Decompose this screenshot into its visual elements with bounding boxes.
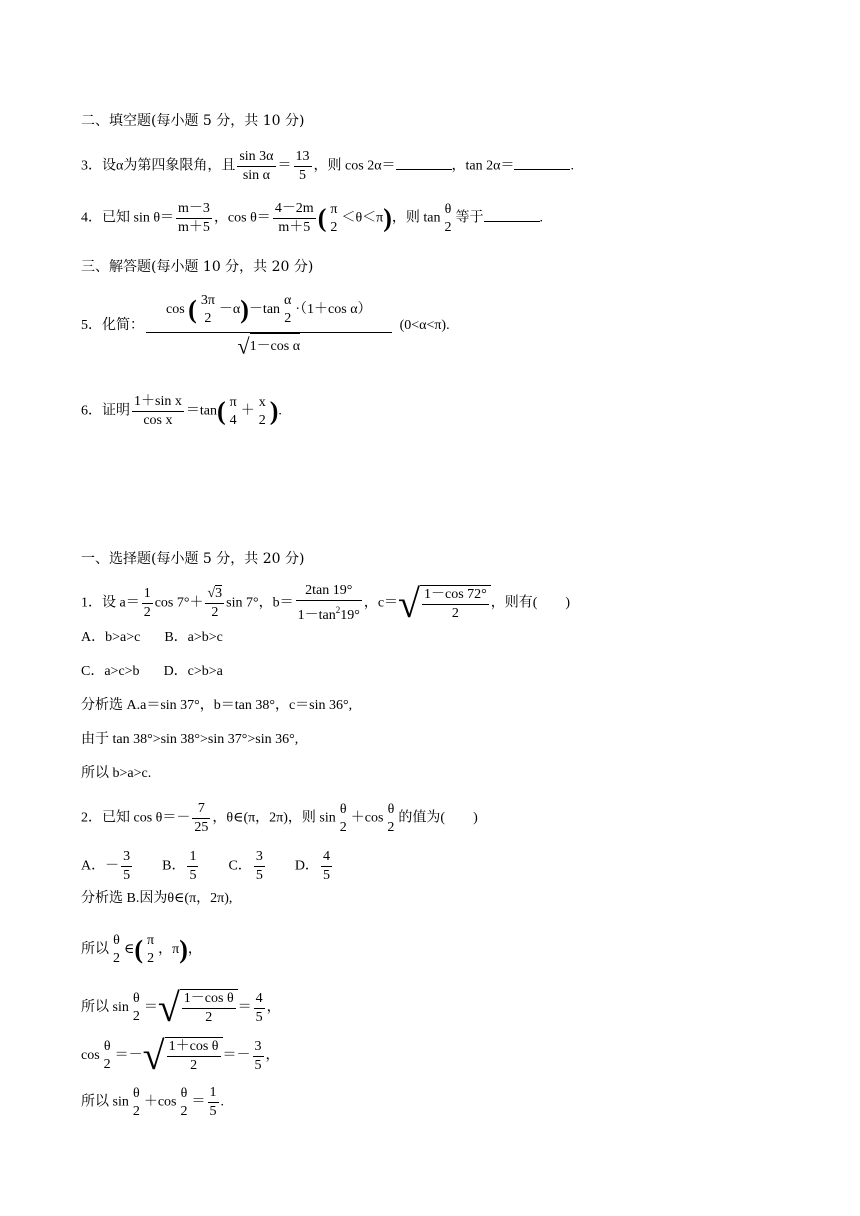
q2-option-c-frac (254, 848, 265, 885)
q6-fraction (132, 393, 184, 430)
q2-a2-pi-two: 2 (147, 951, 155, 966)
q1-analysis-1: 分析选 A.a＝sin 37°，b＝tan 38°，c＝sin 36°, (81, 698, 353, 713)
q1-b-sup: 2 (335, 605, 341, 615)
q1-c-num: 1－cos 72° (424, 586, 487, 602)
q2-a5-eq: ＝ (191, 1094, 206, 1110)
q4-two2: 2 (444, 219, 452, 235)
q4-tan-text: ，则 tan (391, 210, 441, 226)
q2-a5-plus: ＋cos (143, 1094, 177, 1110)
q2-a3-radicand (180, 989, 238, 1027)
q4-two: 2 (330, 219, 338, 235)
q2-a5-end: . (220, 1094, 225, 1110)
q2-option-b-frac (187, 848, 198, 885)
q2-analysis-4 (81, 1033, 280, 1078)
question-6 (81, 393, 282, 430)
q2-a2-end: ， (187, 942, 202, 958)
q2-option-d-frac (321, 848, 332, 885)
answer-section-header: 三、解答题(每小题 10 分，共 20 分) (81, 259, 314, 275)
q6-prefix: 6．证明 (81, 403, 130, 419)
q2-a5-two-2: 2 (180, 1103, 188, 1119)
q4-f2-den: m＋5 (273, 218, 316, 237)
q2-analysis-5 (81, 1084, 224, 1121)
q2-a3-two: 2 (132, 1009, 140, 1024)
q2-option-d-label: D． (294, 858, 319, 874)
q1-half-num: 1 (143, 586, 151, 601)
q2-end: 的值为( ) (398, 810, 478, 826)
q4-f1-den: m＋5 (178, 220, 210, 235)
q1-option-d: D．c>b>a (163, 664, 223, 679)
q2-a5-den: 5 (209, 1104, 217, 1119)
q5-cos: cos (166, 302, 185, 318)
q3-tan-text: ，tan 2α＝ (451, 158, 515, 174)
q1-b-den-a: 1－tan (297, 608, 336, 623)
q5-lp: ( (188, 295, 197, 324)
q5-rp: ) (240, 295, 249, 324)
q2-a3-rad-num: 1－cos θ (183, 991, 234, 1006)
q3-f1-num: sin 3α (239, 149, 274, 164)
q2-a4-prefix: cos (81, 1048, 100, 1064)
q2-b-den: 5 (189, 868, 197, 883)
q3-answer-blank-1 (396, 155, 452, 170)
choice-section-header: 一、选择题(每小题 5 分，共 20 分) (81, 551, 305, 567)
q5-numerator (146, 292, 392, 332)
q3-f2-num: 13 (295, 149, 310, 164)
q2-a4-theta: θ (103, 1039, 111, 1054)
sqrt-sign-icon: √ (237, 333, 250, 359)
question-4 (81, 200, 543, 237)
q1-cos7: cos 7°＋ (154, 595, 204, 611)
q2-a2-theta-half (111, 932, 122, 968)
q5-sqrt (237, 333, 300, 360)
q2-d-num: 4 (322, 849, 330, 864)
q5-condition: (0<α<π). (399, 318, 450, 333)
question-1 (81, 582, 570, 625)
q2-a-den: 5 (123, 868, 131, 883)
q5-alpha-half (282, 292, 293, 328)
q1-options-row-1 (81, 628, 223, 648)
q1-option-b: B．a>b>c (164, 630, 223, 645)
q2-a4-theta-half (102, 1038, 113, 1074)
q2-b-num: 1 (189, 849, 197, 864)
q3-fraction-sin (237, 148, 275, 185)
q2-a4-end: ， (265, 1048, 280, 1064)
q2-a3-theta-half (131, 990, 142, 1026)
q2-theta-half-1 (338, 801, 349, 837)
q1-prefix: 1．设 a＝ (81, 595, 140, 611)
q2-a2-prefix: 所以 (81, 942, 109, 958)
q2-theta-2: θ (387, 801, 395, 817)
q2-two-2: 2 (387, 819, 395, 835)
q6-pi-quarter (228, 394, 239, 430)
q2-a3-prefix: 所以 sin (81, 1000, 129, 1016)
q4-end: . (539, 210, 544, 226)
q2-num: 7 (197, 801, 205, 816)
question-3 (81, 148, 574, 185)
q2-a2-pi-half (145, 932, 156, 968)
q2-analysis-2 (81, 932, 202, 968)
q5-3pi-half (199, 292, 217, 328)
q4-right-paren: ) (383, 203, 392, 233)
q1-c-text: ，c＝ (363, 595, 399, 611)
q4-equals-text: 等于 (455, 210, 484, 226)
q4-theta: θ (444, 201, 452, 217)
q2-analysis-3 (81, 985, 281, 1030)
q4-pi: π (330, 201, 338, 217)
q1-option-c: C．a>c>b (81, 664, 140, 679)
q2-a2-two: 2 (113, 951, 120, 966)
q3-cos-text: ，则 cos 2α＝ (313, 158, 396, 174)
q1-half-den: 2 (143, 605, 151, 620)
q6-pi: π (229, 394, 237, 410)
q2-a4-den: 5 (254, 1057, 262, 1073)
q2-a5-prefix: 所以 sin (81, 1094, 129, 1110)
q5-two: 2 (204, 311, 212, 326)
q4-pi-half (328, 201, 339, 237)
q2-a2-rp: ) (179, 935, 188, 964)
q5-big-fraction (146, 292, 392, 360)
q2-a5-theta-1: θ (132, 1085, 140, 1101)
q4-fraction-cos (273, 200, 316, 237)
q2-a4-sqrt (142, 1033, 223, 1078)
q4-prefix: 4．已知 sin θ＝ (81, 210, 175, 226)
q5-tail: ·（1＋cos α） (295, 302, 372, 318)
q5-denominator (146, 332, 392, 360)
q2-a2-lp: ( (134, 935, 144, 964)
q5-alpha: α (284, 293, 292, 308)
q2-option-a-frac (121, 848, 132, 885)
q2-theta-1: θ (339, 801, 347, 817)
q2-a4-rad-den: 2 (167, 1056, 221, 1075)
q2-option-a-label: A．－ (81, 858, 120, 874)
q6-end: . (278, 403, 282, 419)
q2-a3-num: 4 (255, 990, 263, 1006)
q2-prefix: 2．已知 cos θ＝－ (81, 810, 191, 826)
q3-f1-den: sin α (237, 166, 275, 185)
q2-option-b-label: B． (162, 858, 186, 874)
q6-den: cos x (132, 411, 184, 430)
fill-blank-section-header: 二、填空题(每小题 5 分，共 10 分) (81, 113, 305, 129)
q1-b-fraction (296, 582, 362, 625)
q2-a2-in: ∈ (124, 942, 135, 958)
sqrt-sign-icon: √ (398, 580, 420, 626)
q2-a2-theta: θ (113, 933, 120, 948)
q2-a3-theta: θ (132, 991, 140, 1006)
q2-c-num: 3 (255, 849, 263, 864)
q6-rp: ) (269, 396, 279, 426)
q2-a4-radicand (165, 1037, 223, 1075)
q2-c-den: 5 (255, 868, 263, 883)
q2-plus-cos: ＋cos (350, 810, 384, 826)
q1-b-den (296, 600, 362, 625)
q2-a3-den: 5 (255, 1009, 263, 1025)
q2-a3-eq2: ＝ (237, 1000, 252, 1016)
q4-range: ＜θ＜π (341, 210, 384, 226)
q3-f2-den: 5 (294, 166, 312, 185)
q4-f2-num: 4－2m (274, 201, 314, 216)
q1-c-sqrt (398, 580, 491, 626)
q1-sqrt3 (205, 585, 224, 603)
q2-a4-rad-num: 1＋cos θ (168, 1039, 219, 1054)
q2-a3-rad-den: 2 (182, 1008, 236, 1027)
q2-d-den: 5 (322, 868, 330, 883)
q1-end: ，则有( ) (490, 595, 571, 611)
q1-analysis-3: 所以 b>a>c. (81, 766, 152, 781)
q5-radicand: 1－cos α (250, 333, 301, 360)
q2-a5-num: 1 (209, 1085, 217, 1100)
q6-x: x (258, 394, 266, 410)
q2-a4-rad-frac (167, 1038, 221, 1075)
q2-theta-half-2 (385, 801, 396, 837)
q1-sqrt3-num: 3 (215, 586, 223, 601)
q1-sqrt3-half (205, 585, 224, 622)
q4-answer-blank (484, 207, 540, 222)
q2-fraction (192, 800, 210, 837)
q5-tan: －tan (248, 302, 281, 318)
q6-lp: ( (216, 396, 226, 426)
q2-a4-eq2: ＝－ (222, 1048, 251, 1064)
sqrt-sign-icon: √ (207, 586, 216, 601)
question-2 (81, 800, 478, 837)
q5-minus-alpha: －α (218, 302, 241, 318)
q4-left-paren: ( (317, 203, 327, 233)
q1-b-num: 2tan 19° (305, 583, 353, 598)
q6-plus: ＋ (240, 403, 255, 419)
q2-analysis-1: 分析选 B.因为θ∈(π，2π), (81, 891, 233, 906)
q4-cos-text: ，cos θ＝ (213, 210, 271, 226)
q2-a5-result (208, 1084, 219, 1121)
q2-mid: ，θ∈(π，2π)，则 sin (212, 810, 336, 826)
q1-c-den: 2 (422, 604, 489, 623)
q2-a5-theta-half-1 (131, 1085, 142, 1121)
q2-a4-num: 3 (254, 1038, 262, 1054)
q2-a4-two: 2 (103, 1057, 111, 1072)
q5-two2: 2 (284, 311, 292, 326)
q2-a3-sqrt (157, 985, 238, 1030)
q2-a4-result (253, 1038, 264, 1075)
q2-a5-theta-2: θ (180, 1085, 188, 1101)
q6-num: 1＋sin x (134, 394, 182, 409)
q3-end: . (570, 158, 574, 174)
q3-fraction-value (294, 148, 312, 185)
q1-c-radicand (420, 585, 491, 623)
question-5 (81, 292, 450, 360)
q2-a4-eq: ＝－ (114, 1048, 143, 1064)
q2-a2-pi: π (147, 933, 155, 948)
q3-answer-blank-2 (514, 155, 570, 170)
q2-two-1: 2 (339, 819, 347, 835)
q2-a3-rad-frac (182, 990, 236, 1027)
q6-tan: ＝tan (185, 403, 217, 419)
q4-fraction-sin (176, 200, 212, 237)
q4-theta-half (443, 201, 454, 237)
q2-a3-eq: ＝ (143, 1000, 158, 1016)
q2-den: 25 (194, 820, 209, 835)
q1-c-fraction (422, 586, 489, 623)
q1-sin7: sin 7°，b＝ (226, 595, 294, 611)
q2-a-num: 3 (123, 849, 131, 864)
q2-a3-result (254, 990, 265, 1027)
q2-a5-two-1: 2 (132, 1103, 140, 1119)
q6-four: 4 (229, 412, 237, 428)
q2-options (81, 848, 334, 885)
q5-prefix: 5．化简： (81, 318, 144, 333)
q2-option-c-label: C． (228, 858, 252, 874)
q2-a2-rest: ，π (158, 942, 180, 958)
sqrt-sign-icon: √ (142, 1033, 165, 1078)
q2-a5-theta-half-2 (179, 1085, 190, 1121)
q1-analysis-2: 由于 tan 38°>sin 38°>sin 37°>sin 36°, (81, 732, 299, 747)
q5-3pi: 3π (200, 293, 215, 308)
q3-eq: ＝ (277, 158, 292, 174)
q1-option-a: A．b>a>c (81, 630, 141, 645)
q1-half (142, 585, 153, 622)
q2-a3-end: ， (266, 1000, 281, 1016)
q3-prefix: 3．设α为第四象限角，且 (81, 158, 236, 174)
q1-b-den-b: 19° (340, 608, 360, 623)
q6-two: 2 (258, 412, 266, 428)
q1-sqrt3-den: 2 (205, 603, 224, 622)
q6-x-half (257, 394, 268, 430)
q4-f1-num: m－3 (178, 201, 210, 216)
sqrt-sign-icon: √ (157, 985, 180, 1030)
q1-options-row-2 (81, 662, 223, 682)
